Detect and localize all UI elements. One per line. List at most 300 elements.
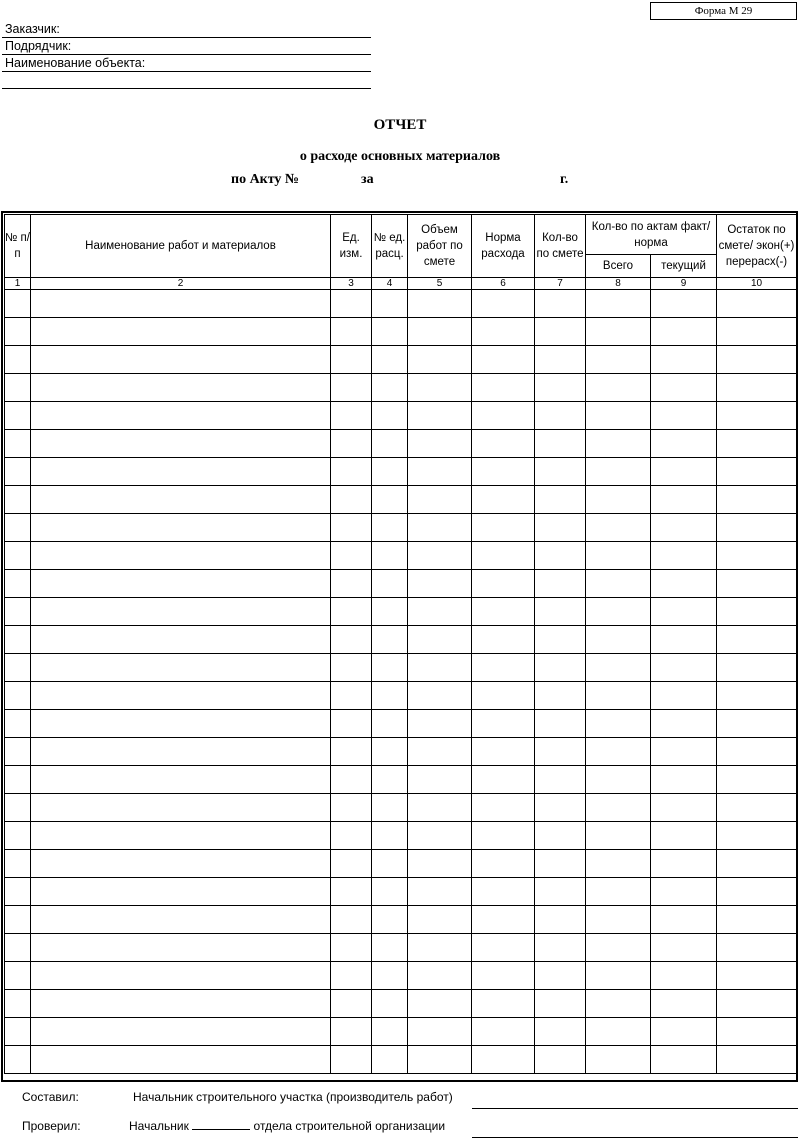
table-cell[interactable] [651, 990, 717, 1018]
table-cell[interactable] [586, 542, 651, 570]
table-cell[interactable] [372, 682, 408, 710]
table-cell[interactable] [408, 710, 472, 738]
table-cell[interactable] [372, 458, 408, 486]
table-cell[interactable] [472, 486, 535, 514]
table-cell[interactable] [5, 710, 31, 738]
table-cell[interactable] [372, 934, 408, 962]
table-cell[interactable] [372, 850, 408, 878]
table-cell[interactable] [535, 542, 586, 570]
table-cell[interactable] [408, 402, 472, 430]
table-cell[interactable] [408, 290, 472, 318]
table-cell[interactable] [372, 514, 408, 542]
table-cell[interactable] [586, 458, 651, 486]
table-cell[interactable] [408, 1018, 472, 1046]
table-cell[interactable] [586, 514, 651, 542]
table-cell[interactable] [717, 766, 797, 794]
table-cell[interactable] [372, 766, 408, 794]
table-cell[interactable] [31, 290, 331, 318]
column-number: 5 [408, 278, 472, 290]
table-cell[interactable] [372, 794, 408, 822]
table-cell[interactable] [31, 682, 331, 710]
table-cell[interactable] [651, 514, 717, 542]
table-cell[interactable] [472, 1046, 535, 1074]
table-cell[interactable] [717, 962, 797, 990]
table-cell[interactable] [586, 318, 651, 346]
table-cell[interactable] [472, 682, 535, 710]
table-cell[interactable] [586, 346, 651, 374]
table-cell[interactable] [535, 850, 586, 878]
table-cell[interactable] [331, 878, 372, 906]
table-cell[interactable] [586, 850, 651, 878]
table-cell[interactable] [717, 626, 797, 654]
table-cell[interactable] [31, 878, 331, 906]
table-cell[interactable] [5, 822, 31, 850]
table-cell[interactable] [717, 990, 797, 1018]
table-cell[interactable] [472, 402, 535, 430]
table-cell[interactable] [651, 962, 717, 990]
table-cell[interactable] [31, 346, 331, 374]
table-cell[interactable] [372, 542, 408, 570]
table-cell[interactable] [717, 654, 797, 682]
table-cell[interactable] [5, 850, 31, 878]
table-cell[interactable] [31, 598, 331, 626]
table-cell[interactable] [717, 570, 797, 598]
table-cell[interactable] [651, 570, 717, 598]
checked-signature-line[interactable] [472, 1137, 798, 1138]
table-cell[interactable] [586, 794, 651, 822]
table-cell[interactable] [31, 486, 331, 514]
table-cell[interactable] [651, 878, 717, 906]
table-cell[interactable] [472, 906, 535, 934]
table-cell[interactable] [5, 598, 31, 626]
table-cell[interactable] [586, 626, 651, 654]
table-cell[interactable] [586, 906, 651, 934]
table-cell[interactable] [472, 626, 535, 654]
table-cell[interactable] [717, 1018, 797, 1046]
table-cell[interactable] [408, 514, 472, 542]
table-cell[interactable] [372, 990, 408, 1018]
table-cell[interactable] [717, 514, 797, 542]
table-cell[interactable] [472, 1018, 535, 1046]
table-cell[interactable] [331, 430, 372, 458]
table-cell[interactable] [408, 654, 472, 682]
table-cell[interactable] [5, 962, 31, 990]
table-cell[interactable] [651, 934, 717, 962]
table-cell[interactable] [535, 374, 586, 402]
table-cell[interactable] [586, 962, 651, 990]
table-cell[interactable] [535, 822, 586, 850]
table-cell[interactable] [372, 626, 408, 654]
table-cell[interactable] [651, 710, 717, 738]
table-cell[interactable] [5, 430, 31, 458]
table-cell[interactable] [331, 374, 372, 402]
table-cell[interactable] [586, 654, 651, 682]
table-cell[interactable] [31, 514, 331, 542]
table-cell[interactable] [408, 318, 472, 346]
table-cell[interactable] [408, 794, 472, 822]
table-cell[interactable] [372, 346, 408, 374]
table-cell[interactable] [331, 906, 372, 934]
table-cell[interactable] [408, 570, 472, 598]
table-cell[interactable] [408, 934, 472, 962]
table-cell[interactable] [331, 626, 372, 654]
table-cell[interactable] [372, 906, 408, 934]
table-cell[interactable] [31, 402, 331, 430]
table-cell[interactable] [372, 598, 408, 626]
table-cell[interactable] [5, 654, 31, 682]
table-cell[interactable] [586, 1046, 651, 1074]
table-cell[interactable] [651, 738, 717, 766]
table-cell[interactable] [651, 374, 717, 402]
table-cell[interactable] [31, 990, 331, 1018]
table-cell[interactable] [331, 346, 372, 374]
table-cell[interactable] [586, 486, 651, 514]
table-cell[interactable] [472, 542, 535, 570]
table-cell[interactable] [472, 990, 535, 1018]
table-cell[interactable] [535, 458, 586, 486]
table-cell[interactable] [408, 822, 472, 850]
table-cell[interactable] [717, 850, 797, 878]
table-cell[interactable] [331, 598, 372, 626]
table-cell[interactable] [408, 906, 472, 934]
table-cell[interactable] [31, 1018, 331, 1046]
table-cell[interactable] [535, 878, 586, 906]
table-cell[interactable] [5, 514, 31, 542]
table-cell[interactable] [586, 374, 651, 402]
table-cell[interactable] [651, 458, 717, 486]
table-cell[interactable] [586, 822, 651, 850]
table-row [5, 486, 797, 514]
table-cell[interactable] [5, 626, 31, 654]
table-cell[interactable] [586, 990, 651, 1018]
table-cell[interactable] [331, 514, 372, 542]
table-cell[interactable] [535, 1046, 586, 1074]
table-row [5, 318, 797, 346]
table-cell[interactable] [372, 318, 408, 346]
table-cell[interactable] [408, 486, 472, 514]
table-cell[interactable] [586, 738, 651, 766]
table-cell[interactable] [5, 990, 31, 1018]
table-cell[interactable] [472, 318, 535, 346]
table-cell[interactable] [5, 318, 31, 346]
table-cell[interactable] [651, 654, 717, 682]
table-cell[interactable] [408, 766, 472, 794]
table-cell[interactable] [31, 542, 331, 570]
table-cell[interactable] [472, 430, 535, 458]
table-cell[interactable] [535, 682, 586, 710]
header-acts-total: Всего [586, 255, 651, 278]
table-cell[interactable] [5, 290, 31, 318]
table-cell[interactable] [586, 682, 651, 710]
table-cell[interactable] [717, 402, 797, 430]
table-cell[interactable] [5, 542, 31, 570]
table-cell[interactable] [331, 402, 372, 430]
table-cell[interactable] [472, 598, 535, 626]
table-cell[interactable] [472, 570, 535, 598]
table-cell[interactable] [5, 458, 31, 486]
table-cell[interactable] [535, 794, 586, 822]
table-cell[interactable] [331, 766, 372, 794]
table-cell[interactable] [408, 962, 472, 990]
table-cell[interactable] [472, 794, 535, 822]
table-cell[interactable] [586, 402, 651, 430]
table-cell[interactable] [717, 346, 797, 374]
table-cell[interactable] [535, 430, 586, 458]
table-cell[interactable] [5, 570, 31, 598]
table-cell[interactable] [651, 346, 717, 374]
table-cell[interactable] [586, 766, 651, 794]
table-cell[interactable] [651, 486, 717, 514]
table-cell[interactable] [535, 710, 586, 738]
table-row [5, 962, 797, 990]
table-cell[interactable] [717, 738, 797, 766]
table-cell[interactable] [31, 654, 331, 682]
customer-field[interactable]: Заказчик: [2, 22, 371, 38]
table-row [5, 458, 797, 486]
table-cell[interactable] [408, 374, 472, 402]
table-cell[interactable] [535, 934, 586, 962]
table-cell[interactable] [31, 822, 331, 850]
table-cell[interactable] [31, 318, 331, 346]
table-cell[interactable] [331, 850, 372, 878]
table-cell[interactable] [31, 1046, 331, 1074]
checked-title [129, 1119, 445, 1133]
table-cell[interactable] [31, 570, 331, 598]
table-cell[interactable] [5, 1046, 31, 1074]
table-cell[interactable] [5, 374, 31, 402]
table-cell[interactable] [331, 990, 372, 1018]
table-cell[interactable] [31, 962, 331, 990]
table-cell[interactable] [5, 766, 31, 794]
table-cell[interactable] [717, 374, 797, 402]
table-cell[interactable] [331, 290, 372, 318]
table-cell[interactable] [31, 934, 331, 962]
table-cell[interactable] [535, 654, 586, 682]
table-cell[interactable] [331, 654, 372, 682]
table-cell[interactable] [372, 1046, 408, 1074]
table-cell[interactable] [408, 850, 472, 878]
table-cell[interactable] [5, 402, 31, 430]
table-cell[interactable] [472, 710, 535, 738]
table-cell[interactable] [5, 934, 31, 962]
table-cell[interactable] [5, 738, 31, 766]
table-cell[interactable] [372, 402, 408, 430]
table-cell[interactable] [472, 934, 535, 962]
table-cell[interactable] [651, 794, 717, 822]
table-cell[interactable] [472, 962, 535, 990]
table-cell[interactable] [586, 1018, 651, 1046]
contractor-field[interactable]: Подрядчик: [2, 39, 371, 55]
table-cell[interactable] [717, 934, 797, 962]
table-cell[interactable] [31, 794, 331, 822]
table-cell[interactable] [408, 990, 472, 1018]
table-cell[interactable] [331, 682, 372, 710]
table-cell[interactable] [535, 906, 586, 934]
table-cell[interactable] [331, 710, 372, 738]
table-cell[interactable] [408, 346, 472, 374]
table-cell[interactable] [372, 738, 408, 766]
table-cell[interactable] [651, 682, 717, 710]
table-cell[interactable] [331, 458, 372, 486]
table-cell[interactable] [408, 430, 472, 458]
table-cell[interactable] [31, 906, 331, 934]
table-cell[interactable] [31, 850, 331, 878]
table-cell[interactable] [472, 822, 535, 850]
table-cell[interactable] [31, 458, 331, 486]
table-cell[interactable] [5, 1018, 31, 1046]
table-cell[interactable] [331, 934, 372, 962]
table-cell[interactable] [472, 766, 535, 794]
table-cell[interactable] [717, 822, 797, 850]
table-cell[interactable] [717, 878, 797, 906]
table-cell[interactable] [408, 1046, 472, 1074]
table-cell[interactable] [331, 542, 372, 570]
table-cell[interactable] [31, 374, 331, 402]
table-cell[interactable] [535, 290, 586, 318]
table-cell[interactable] [31, 738, 331, 766]
table-cell[interactable] [586, 290, 651, 318]
object-name-continuation-line[interactable] [2, 73, 371, 89]
table-cell[interactable] [717, 906, 797, 934]
table-cell[interactable] [331, 486, 372, 514]
table-cell[interactable] [535, 486, 586, 514]
table-cell[interactable] [331, 570, 372, 598]
table-cell[interactable] [5, 794, 31, 822]
table-cell[interactable] [586, 430, 651, 458]
table-cell[interactable] [408, 542, 472, 570]
table-cell[interactable] [372, 878, 408, 906]
table-cell[interactable] [535, 1018, 586, 1046]
table-cell[interactable] [651, 318, 717, 346]
table-cell[interactable] [472, 738, 535, 766]
table-cell[interactable] [408, 682, 472, 710]
table-cell[interactable] [331, 1018, 372, 1046]
table-cell[interactable] [331, 822, 372, 850]
table-cell[interactable] [651, 542, 717, 570]
table-cell[interactable] [372, 374, 408, 402]
table-cell[interactable] [535, 962, 586, 990]
table-cell[interactable] [5, 682, 31, 710]
table-cell[interactable] [651, 290, 717, 318]
table-cell[interactable] [651, 850, 717, 878]
table-cell[interactable] [651, 430, 717, 458]
table-cell[interactable] [408, 598, 472, 626]
table-cell[interactable] [586, 598, 651, 626]
table-cell[interactable] [586, 570, 651, 598]
table-cell[interactable] [535, 318, 586, 346]
table-cell[interactable] [586, 710, 651, 738]
table-cell[interactable] [372, 430, 408, 458]
table-cell[interactable] [717, 290, 797, 318]
table-cell[interactable] [717, 542, 797, 570]
table-cell[interactable] [472, 878, 535, 906]
table-cell[interactable] [372, 710, 408, 738]
header-acts: Кол-во по актам факт/норма [586, 215, 717, 255]
table-cell[interactable] [717, 710, 797, 738]
table-cell[interactable] [331, 318, 372, 346]
table-cell[interactable] [717, 1046, 797, 1074]
table-cell[interactable] [408, 626, 472, 654]
table-cell[interactable] [717, 318, 797, 346]
table-cell[interactable] [5, 878, 31, 906]
table-cell[interactable] [472, 346, 535, 374]
table-cell[interactable] [586, 934, 651, 962]
table-cell[interactable] [717, 486, 797, 514]
table-cell[interactable] [31, 626, 331, 654]
table-cell[interactable] [651, 906, 717, 934]
table-cell[interactable] [651, 822, 717, 850]
table-cell[interactable] [31, 710, 331, 738]
table-cell[interactable] [31, 430, 331, 458]
table-cell[interactable] [535, 626, 586, 654]
table-cell[interactable] [717, 598, 797, 626]
department-blank[interactable] [192, 1119, 250, 1130]
table-cell[interactable] [535, 402, 586, 430]
table-cell[interactable] [472, 374, 535, 402]
table-cell[interactable] [535, 514, 586, 542]
table-cell[interactable] [535, 598, 586, 626]
table-row [5, 570, 797, 598]
table-cell[interactable] [372, 962, 408, 990]
table-cell[interactable] [408, 878, 472, 906]
table-cell[interactable] [651, 1018, 717, 1046]
table-cell[interactable] [5, 346, 31, 374]
table-cell[interactable] [5, 906, 31, 934]
table-cell[interactable] [472, 458, 535, 486]
table-cell[interactable] [372, 486, 408, 514]
table-cell[interactable] [472, 290, 535, 318]
table-cell[interactable] [331, 738, 372, 766]
table-cell[interactable] [717, 430, 797, 458]
table-cell[interactable] [651, 1046, 717, 1074]
table-cell[interactable] [651, 598, 717, 626]
table-cell[interactable] [717, 794, 797, 822]
table-row [5, 794, 797, 822]
table-cell[interactable] [717, 682, 797, 710]
table-cell[interactable] [535, 346, 586, 374]
table-cell[interactable] [372, 822, 408, 850]
table-cell[interactable] [372, 570, 408, 598]
table-cell[interactable] [586, 878, 651, 906]
header-volume: Объем работ по смете [408, 215, 472, 278]
table-cell[interactable] [408, 738, 472, 766]
table-cell[interactable] [535, 570, 586, 598]
table-cell[interactable] [535, 738, 586, 766]
table-cell[interactable] [372, 290, 408, 318]
table-cell[interactable] [472, 850, 535, 878]
table-cell[interactable] [535, 990, 586, 1018]
table-cell[interactable] [5, 486, 31, 514]
table-cell[interactable] [651, 402, 717, 430]
table-row [5, 654, 797, 682]
table-cell[interactable] [31, 766, 331, 794]
act-prefix: по Акту № [231, 172, 300, 187]
table-cell[interactable] [651, 766, 717, 794]
compiled-signature-line[interactable] [472, 1108, 798, 1109]
table-cell[interactable] [331, 1046, 372, 1074]
table-cell[interactable] [472, 654, 535, 682]
table-cell[interactable] [717, 458, 797, 486]
table-cell[interactable] [535, 766, 586, 794]
object-name-field[interactable]: Наименование объекта: [2, 56, 371, 72]
table-cell[interactable] [472, 514, 535, 542]
table-cell[interactable] [408, 458, 472, 486]
table-cell[interactable] [651, 626, 717, 654]
table-cell[interactable] [372, 1018, 408, 1046]
table-cell[interactable] [372, 654, 408, 682]
table-cell[interactable] [331, 962, 372, 990]
table-cell[interactable] [331, 794, 372, 822]
